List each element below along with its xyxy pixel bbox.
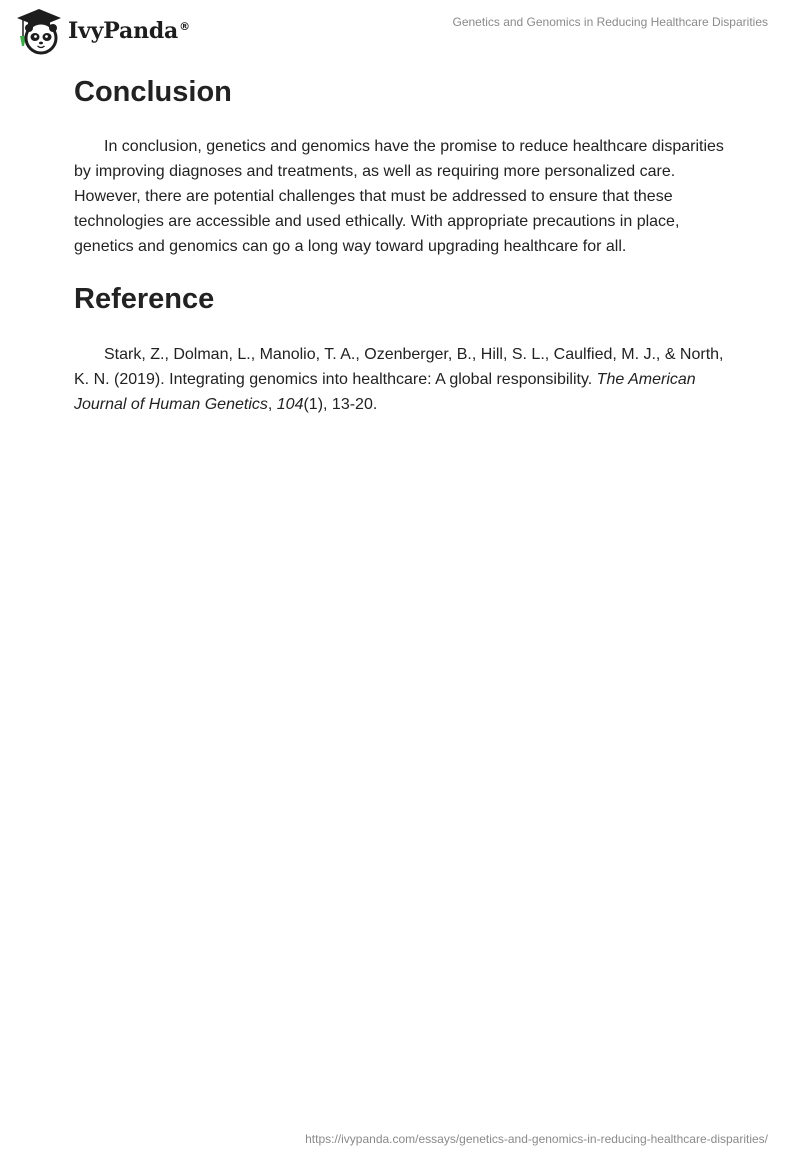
conclusion-paragraph: In conclusion, genetics and genomics have the promise to reduce healthcare disparities by improving diagnoses and treatments, as well as requiring more personalized care. However, there are potential challenges that must be addressed to ensure that these technologies are accessible and used ethically. With appropriate precautions in place, genetics and genomics can go a long way toward upgrading healthcare for all. — [74, 138, 724, 255]
registered-mark: ® — [179, 19, 190, 33]
panda-graduate-icon — [14, 6, 64, 56]
reference-entry — [74, 342, 724, 417]
brand-name: IvyPanda® — [68, 18, 190, 44]
reference-journal: The American Journal of Human Genetics — [74, 371, 696, 413]
document-body — [74, 70, 724, 417]
footer-url[interactable]: https://ivypanda.com/essays/genetics-and-genomics-in-reducing-healthcare-disparities/ — [305, 1132, 768, 1146]
conclusion-heading: Conclusion — [74, 76, 232, 108]
ivypanda-logo[interactable] — [14, 6, 190, 56]
reference-volume: 104 — [276, 396, 304, 413]
running-title: Genetics and Genomics in Reducing Healthcare Disparities — [452, 15, 768, 29]
page-header — [0, 0, 800, 64]
reference-authors-title: Stark, Z., Dolman, L., Manolio, T. A., Ozenberger, B., Hill, S. L., Caulfied, M. J., & North, K. N. (2019). Integrating genomics into healthcare: A global responsibility. — [74, 346, 724, 388]
reference-issue-pages: (1), 13-20. — [303, 396, 378, 413]
reference-heading: Reference — [74, 283, 215, 315]
reference-separator: , — [267, 396, 277, 413]
